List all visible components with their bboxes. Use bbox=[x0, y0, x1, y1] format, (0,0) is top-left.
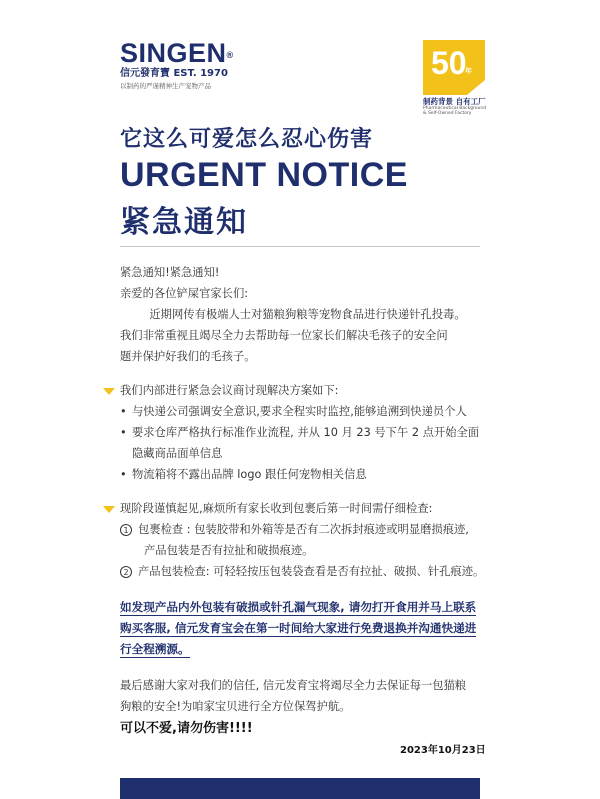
number-badge: 1 bbox=[120, 524, 132, 536]
list-item: • 物流箱将不露出品牌 logo 跟任何宠物相关信息 bbox=[120, 464, 495, 485]
brand-tagline: 以制药的严谨精神生产宠物产品 bbox=[120, 82, 211, 90]
badge-caption-en-2: & Self-Owned Factory bbox=[423, 111, 472, 116]
warning-line-2: 购买客服, 信元发育宝会在第一时间给大家进行免费退换并沟通快递进 bbox=[120, 621, 477, 635]
list-item: • 与快递公司强调安全意识,要求全程实时监控,能够追溯到快递员个人 bbox=[120, 401, 495, 422]
badge-year: 年 bbox=[465, 67, 472, 75]
body-line-2: 亲爱的各位铲屎官家长们: bbox=[120, 287, 249, 300]
section-1-heading bbox=[102, 380, 495, 401]
warning-notice bbox=[120, 597, 495, 660]
title-english: URGENT NOTICE bbox=[120, 156, 408, 194]
notice-date: 2023年10月23日 bbox=[400, 745, 486, 756]
headline: 它这么可爱怎么忍心伤害 bbox=[120, 127, 374, 152]
notice-body bbox=[120, 262, 495, 739]
anniversary-badge bbox=[423, 40, 485, 118]
diamond-icon bbox=[102, 504, 116, 514]
body-paragraph: 近期网传有极端人士对猫粮狗粮等宠物食品进行快递针孔投毒。 bbox=[149, 308, 466, 321]
list-item: • 要求仓库严格执行标准作业流程, 并从 10 月 23 号下午 2 点开始全面 bbox=[120, 422, 495, 443]
registered-mark: ® bbox=[226, 50, 234, 60]
badge-caption-en-1: Pharmaceutical Background bbox=[423, 106, 487, 111]
section-2-title: 现阶段谨慎起见,麻烦所有家长收到包裹后第一时间需仔细检查: bbox=[120, 502, 433, 515]
closing-line-1: 最后感谢大家对我们的信任, 信元发育宝将竭尽全力去保证每一包猫粮 bbox=[120, 679, 467, 692]
section-2-heading bbox=[102, 498, 495, 519]
warning-line-1: 如发现产品内外包装有破损或针孔漏气现象, 请勿打开食用并马上联系 bbox=[120, 600, 477, 614]
brand-name: SINGEN® bbox=[120, 38, 234, 68]
body-paragraph-cont-1: 我们非常重视且竭尽全力去帮助每一位家长们解决毛孩子的安全问 bbox=[120, 329, 448, 342]
body-paragraph-cont-2: 题并保护好我们的毛孩子。 bbox=[120, 350, 256, 363]
brand-subtitle: 信元發育寶 EST. 1970 bbox=[120, 68, 228, 79]
list-item-continuation: 隐藏商品面单信息 bbox=[132, 447, 223, 460]
divider bbox=[120, 246, 480, 247]
badge-number: 50 bbox=[431, 45, 467, 81]
numbered-item-continuation: 产品包装是否有拉扯和破损痕迹。 bbox=[144, 544, 314, 557]
numbered-item: 1 包裹检查 : 包装胶带和外箱等是否有二次拆封痕迹或明显磨损痕迹, bbox=[120, 519, 495, 540]
diamond-icon bbox=[102, 386, 116, 396]
numbered-item: 2 产品包装检查: 可轻轻按压包装袋查看是否有拉扯、破损、针孔痕迹。 bbox=[120, 561, 495, 582]
closing-callout: 可以不爱,请勿伤害!!!! bbox=[120, 721, 253, 736]
badge-caption-cn: 制药背景 自有工厂 bbox=[423, 97, 486, 106]
footer-bar bbox=[120, 778, 480, 799]
warning-line-3: 行全程溯源。 bbox=[120, 642, 190, 656]
number-badge: 2 bbox=[120, 566, 132, 578]
body-line-1: 紧急通知!紧急通知! bbox=[120, 266, 220, 279]
brand-logo bbox=[120, 40, 234, 91]
title-chinese: 紧急通知 bbox=[120, 205, 248, 240]
section-1-title: 我们内部进行紧急会议商讨现解决方案如下: bbox=[120, 384, 339, 397]
closing-line-2: 狗粮的安全!为咱家宝贝进行全方位保驾护航。 bbox=[120, 700, 351, 713]
